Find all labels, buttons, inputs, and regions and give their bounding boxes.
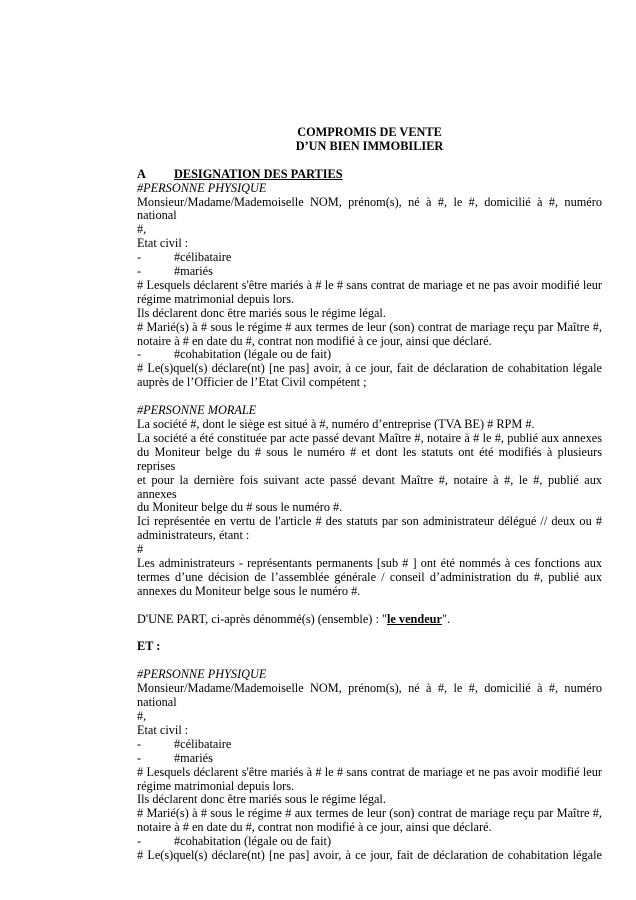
text-line: # Le(s)quel(s) déclare(nt) [ne pas] avoir, à ce jour, fait de déclaration de cohabitation légale	[137, 848, 602, 863]
text-line: Etat civil :	[137, 722, 189, 737]
text-line: La société #, dont le siège est situé à #, numéro d’entreprise (TVA BE) # RPM #.	[137, 417, 535, 431]
text-line: Ils déclarent donc être mariés sous le régime légal.	[137, 305, 386, 320]
text-line: Ils déclarent donc être mariés sous le régime légal.	[137, 792, 386, 807]
text-line: Ici représentée en vertu de l'article # des statuts par son administrateur délégué // deux ou #	[137, 514, 602, 529]
blank-line	[137, 390, 602, 404]
text-line: Monsieur/Madame/Mademoiselle NOM, prénom(s), né à #, le #, domicilié à #, numéro national	[137, 681, 602, 710]
text-line: termes d’une décision de l’assemblée générale / conseil d’administration du #, publié aux	[137, 569, 602, 584]
blank-line	[137, 599, 602, 613]
list-item: - #cohabitation (légale ou de fait)	[137, 834, 332, 849]
section-title: DESIGNATION DES PARTIES	[174, 166, 343, 181]
vendor-designation-line	[137, 613, 602, 627]
blank-line	[137, 154, 602, 168]
text-line: #,	[137, 222, 147, 237]
text-line: notaire à # en date du #, contrat non modifié à ce jour, ainsi que déclaré.	[137, 333, 492, 348]
document-content	[137, 126, 602, 863]
vendor-label: le vendeur	[386, 611, 442, 626]
text-line: # Marié(s) à # sous le régime # aux termes de leur (son) contrat de mariage reçu par Maître #,	[137, 806, 602, 821]
blank-line	[137, 654, 602, 668]
text-line: du Moniteur belge du # sous le numéro # et dont les statuts ont été modifiés à plusieurs reprises	[137, 444, 602, 473]
vendor-designation-close: ".	[441, 611, 451, 626]
list-item: - #mariés	[137, 750, 213, 765]
text-line: administrateurs, étant :	[137, 528, 250, 543]
text-line: #	[137, 542, 144, 557]
list-item: - #cohabitation (légale ou de fait)	[137, 347, 332, 362]
text-line: # Marié(s) à # sous le régime # aux termes de leur (son) contrat de mariage reçu par Maître #,	[137, 319, 602, 334]
text-line: et pour la dernière fois suivant acte passé devant Maître #, notaire à #, le #, publié aux annexes	[137, 472, 602, 501]
text-line: # Lesquels déclarent s'être mariés à # le # sans contrat de mariage et ne pas avoir modifié leur	[137, 277, 602, 292]
subsection-label-personne-physique: #PERSONNE PHYSIQUE	[137, 180, 267, 195]
text-line: Etat civil :	[137, 236, 189, 251]
text-line: #,	[137, 708, 147, 723]
text-line: La société a été constituée par acte passé devant Maître #, notaire à # le #, publié aux annexes	[137, 430, 602, 445]
text-line: régime matrimonial depuis lors.	[137, 778, 295, 793]
document-title-line2: D’UN BIEN IMMOBILIER	[295, 138, 444, 153]
list-item: - #célibataire	[137, 736, 232, 751]
text-line: annexes du Moniteur belge sous le numéro #.	[137, 583, 361, 598]
document-title-line1: COMPROMIS DE VENTE	[297, 125, 442, 139]
subsection-label-personne-physique-2: #PERSONNE PHYSIQUE	[137, 667, 267, 682]
list-item: - #célibataire	[137, 250, 232, 265]
text-line: notaire à # en date du #, contrat non modifié à ce jour, ainsi que déclaré.	[137, 820, 492, 835]
section-letter: A	[137, 166, 146, 181]
section-heading	[137, 168, 602, 182]
text-line: régime matrimonial depuis lors.	[137, 291, 295, 306]
text-line: # Le(s)quel(s) déclare(nt) [ne pas] avoir, à ce jour, fait de déclaration de cohabitation légale	[137, 361, 602, 376]
text-line: Monsieur/Madame/Mademoiselle NOM, prénom(s), né à #, le #, domicilié à #, numéro national	[137, 194, 602, 223]
et-separator: ET :	[137, 639, 161, 654]
text-line: # Lesquels déclarent s'être mariés à # le # sans contrat de mariage et ne pas avoir modifié leur	[137, 764, 602, 779]
list-item: - #mariés	[137, 264, 213, 279]
text-line: du Moniteur belge du # sous le numéro #.	[137, 500, 343, 515]
vendor-designation-intro: D'UNE PART, ci-après dénommé(s) (ensemble) : "	[137, 611, 387, 626]
blank-line	[137, 627, 602, 641]
text-line: auprès de l’Officier de l’Etat Civil compétent ;	[137, 375, 367, 390]
text-line: Les administrateurs - représentants permanents [sub # ] ont été nommés à ces fonctions aux	[137, 556, 602, 571]
subsection-label-personne-morale: #PERSONNE MORALE	[137, 403, 257, 418]
